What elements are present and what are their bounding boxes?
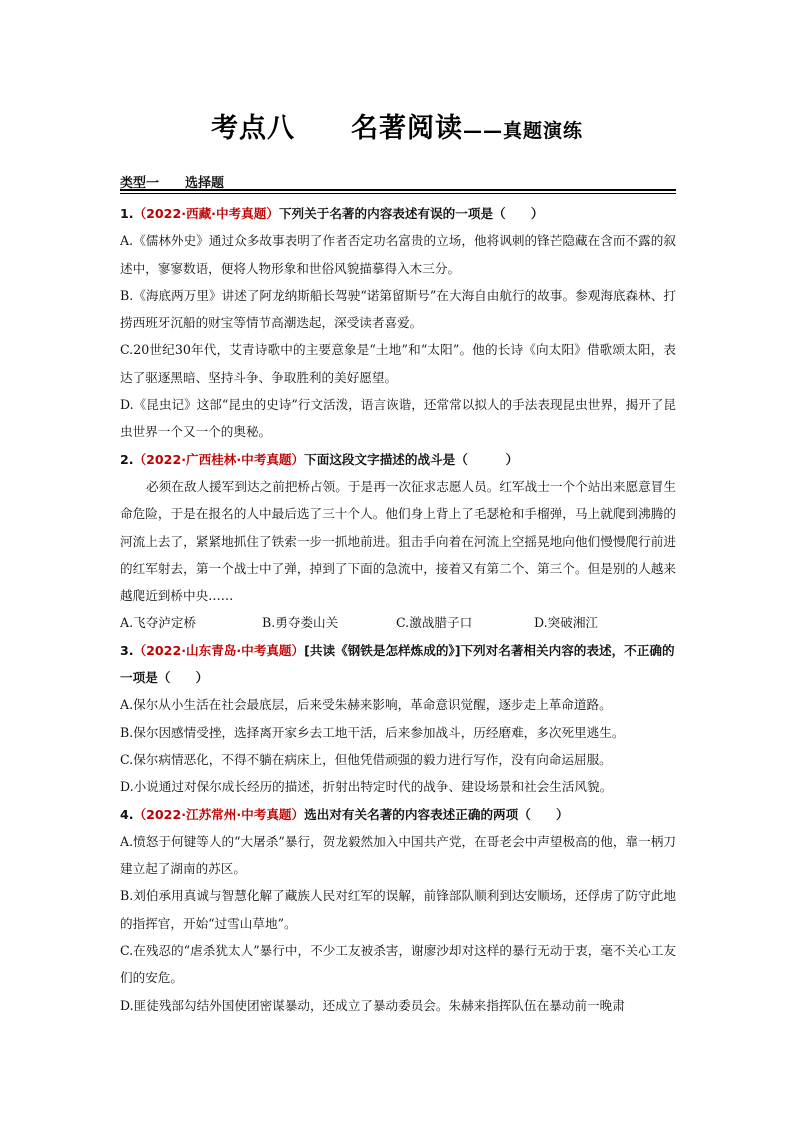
heading-rule-thin bbox=[120, 193, 676, 194]
option-a: A.《儒林外史》通过众多故事表明了作者否定功名富贵的立场，他将讽刺的锋芒隐藏在含而不露的叙述中，寥寥数语，便将人物形象和世俗风貌描摹得入木三分。 bbox=[120, 233, 676, 276]
question-text: 下列关于名著的内容表述有误的一项是（ ） bbox=[278, 206, 544, 221]
option-c: C.保尔病情恶化，不得不躺在病床上，但他凭借顽强的毅力进行写作，没有向命运屈服。 bbox=[120, 751, 612, 767]
option-b: B.《海底两万里》讲述了阿龙纳斯船长驾驶“诺第留斯号”在大海自由航行的故事。参观海底森林、打捞西班牙沉船的财宝等情节高潮迭起，深受读者喜爱。 bbox=[120, 287, 676, 331]
question-text: [共读《钢铁是怎样炼成的》]下列对名著相关内容的表述，不正确的一项是（ ） bbox=[120, 642, 675, 686]
title-topic: 考点八 bbox=[210, 113, 295, 144]
option-d: D.《昆虫记》这部“昆虫的史诗”行文活泼，语言诙谐，还常常以拟人的手法表现昆虫世界，揭开了昆虫世界一个又一个的奥秘。 bbox=[120, 397, 676, 440]
question-text: 选出对有关名著的内容表述正确的两项（ ） bbox=[304, 806, 569, 822]
question-number: 1. bbox=[120, 206, 134, 221]
title-sub: ——真题演练 bbox=[462, 120, 583, 142]
question-1-stem bbox=[120, 200, 676, 227]
option-b: B.刘伯承用真诚与智慧化解了藏族人民对红军的误解，前锋部队顺利到达安顺场，还俘虏了防守此地的指挥官，开始“过雪山草地”。 bbox=[120, 888, 676, 931]
option-d: D.小说通过对保尔成长经历的描述，折射出特定时代的战争、建设场景和社会生活风貌。 bbox=[120, 779, 613, 795]
option-b: B.保尔因感情受挫，选择离开家乡去工地干活，后来参加战斗，历经磨难，多次死里逃生。 bbox=[120, 724, 625, 740]
option-d: D.匪徒残部勾结外国使团密谋暴动，还成立了暴动委员会。朱赫来指挥队伍在暴动前一晚肃 bbox=[120, 997, 625, 1013]
question-source: （2022·广西桂林·中考真题） bbox=[133, 451, 305, 467]
option-b: B.勇夺娄山关 bbox=[262, 615, 339, 631]
option-c: C.在残忍的“虐杀犹太人”暴行中，不少工友被杀害，谢廖沙却对这样的暴行无动于衷，毫不关心工友们的安危。 bbox=[120, 943, 676, 986]
question-source: （2022·江苏常州·中考真题） bbox=[133, 806, 305, 822]
question-number: 2. bbox=[120, 451, 134, 467]
title-main: 名著阅读 bbox=[350, 113, 463, 144]
question-source: （2022·西藏·中考真题） bbox=[133, 206, 279, 221]
option-a: A.飞夺泸定桥 bbox=[120, 615, 197, 631]
option-c: C.20世纪30年代，艾青诗歌中的主要意象是“土地”和“太阳”。他的长诗《向太阳》借歌颂太阳，表达了驱逐黑暗、坚持斗争、争取胜利的美好愿望。 bbox=[120, 342, 676, 385]
option-c: C.激战腊子口 bbox=[396, 615, 473, 631]
reading-passage: 必须在敌人援军到达之前把桥占领。于是再一次征求志愿人员。红军战士一个个站出来愿意冒生命危险，于是在报名的人中最后选了三十个人。他们身上背上了毛瑟枪和手榴弹，马上就爬到沸腾的河流上去了，紧紧地抓住了铁索一步一抓地前进。狙击手向着在河流上空摇晃地向他们慢慢爬行前进的红军射去，第一个战士中了弹，掉到了下面的急流中，接着又有第二个、第三个。但是别的人越来越爬近到桥中央…… bbox=[120, 478, 676, 604]
option-d: D.突破湘江 bbox=[534, 615, 599, 631]
heading-rule-thick bbox=[120, 189, 676, 191]
question-number: 3. bbox=[120, 642, 134, 658]
question-2-stem bbox=[120, 446, 676, 473]
question-number: 4. bbox=[120, 806, 134, 822]
question-3-stem bbox=[120, 637, 676, 692]
question-source: （2022·山东青岛·中考真题） bbox=[133, 642, 305, 658]
option-a: A.愤怒于何键等人的“大屠杀”暴行，贺龙毅然加入中国共产党，在哥老会中声望极高的他，靠一柄刀建立起了湖南的苏区。 bbox=[120, 833, 676, 877]
question-list bbox=[120, 200, 676, 1019]
section-type-label: 类型一 bbox=[120, 176, 160, 191]
option-row bbox=[120, 609, 676, 636]
option-a: A.保尔从小生活在社会最底层，后来受朱赫来影响，革命意识觉醒，逐步走上革命道路。 bbox=[120, 697, 612, 713]
question-text: 下面这段文字描述的战斗是（ ） bbox=[304, 451, 519, 467]
section-type-name: 选择题 bbox=[185, 176, 225, 191]
page-title bbox=[118, 106, 676, 145]
question-4-stem bbox=[120, 801, 676, 828]
